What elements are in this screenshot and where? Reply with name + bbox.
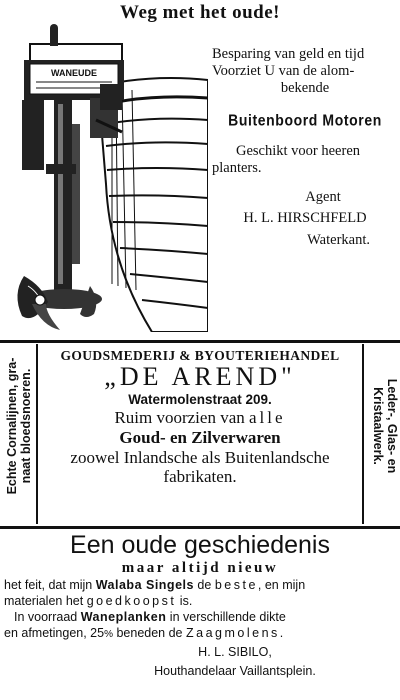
text-run: materialen het [4,594,87,608]
description [212,143,398,177]
merchant-name: H. L. SIBILO, [198,645,272,659]
intro-line-2: Voorziet U van de alom- [212,63,355,79]
ad-subtitle: maar altijd nieuw [121,560,279,576]
ad-body [0,577,400,643]
signature [0,643,400,681]
address: Watermolenstraat 209. [128,392,272,407]
outboard-motor-illustration [2,24,208,332]
agent-name: H. L. HIRSCHFELD [243,210,367,226]
ad-title: Weg met het oude! [120,2,280,23]
jeweller-ad [0,344,400,524]
body-line-3 [4,609,396,625]
motor-shaft [46,100,80,290]
text-run-spaced: goedkoopst [86,594,177,608]
text-run: . [279,626,284,640]
text-run: het feit, dat mijn [4,578,96,592]
intro-line-1: Besparing van geld en tijd [212,46,365,62]
text-run: beneden de [112,626,186,640]
text-run: en afmetingen, 25 [4,626,105,640]
jeweller-ad-center [38,348,362,486]
intro-line-3: bekende [280,80,330,96]
goods: Goud- en Zilverwaren [119,428,281,447]
business-name: „DE AREND" [104,362,296,391]
text-run-spaced: beste [214,578,258,592]
body-line-4 [4,625,396,643]
stock-line-prefix: Ruim voorzien van [114,408,249,427]
outboard-motor-ad [0,0,400,338]
text-run: in verschillende dikte [166,610,286,624]
engine-plate-text: WANEUDE [50,68,98,78]
goods-origin-line-1: zoowel Inlandsche als Buitenlandsche [70,448,330,467]
product-heading: Buitenboord Motoren [228,110,382,130]
side-text-left: Echte Cornalijnen, gra- naat bloedsnoeren. [5,357,33,495]
stock-line-emphasis: alle [249,408,286,427]
text-run-spaced: Zaagmolens [185,626,280,640]
side-text-right: Leder-, Glas- en Kristaalwerk. [371,378,399,474]
text-run-bold: Walaba Singels [95,578,194,592]
agent-label: Agent [305,189,341,205]
goods-origin-line-2: fabrikaten. [163,467,237,486]
body-line-1 [4,577,396,593]
ad-title: Een oude geschiedenis [70,531,330,559]
timber-merchant-ad [0,530,400,700]
body-line-2 [4,593,396,609]
text-run: de [193,578,215,592]
percent-sign: % [104,629,113,640]
outboard-ad-copy [212,46,398,249]
business-type: GOUDSMEDERIJ & BYOUTERIEHANDEL [60,348,340,363]
text-run: is. [176,594,193,608]
merchant-firm: Houthandelaar Vaillantsplein. [154,664,316,678]
divider-rule [0,340,400,343]
column-rule-right [362,344,364,524]
description-line-1: Geschikt voor heeren [236,143,361,159]
text-run: In voorraad [14,610,81,624]
stock-line [38,408,362,428]
text-run: , en mijn [257,578,306,592]
divider-rule [0,526,400,529]
agent-place: Waterkant. [307,232,370,248]
text-run-bold: Waneplanken [80,610,167,624]
description-line-2: planters. [212,160,262,176]
